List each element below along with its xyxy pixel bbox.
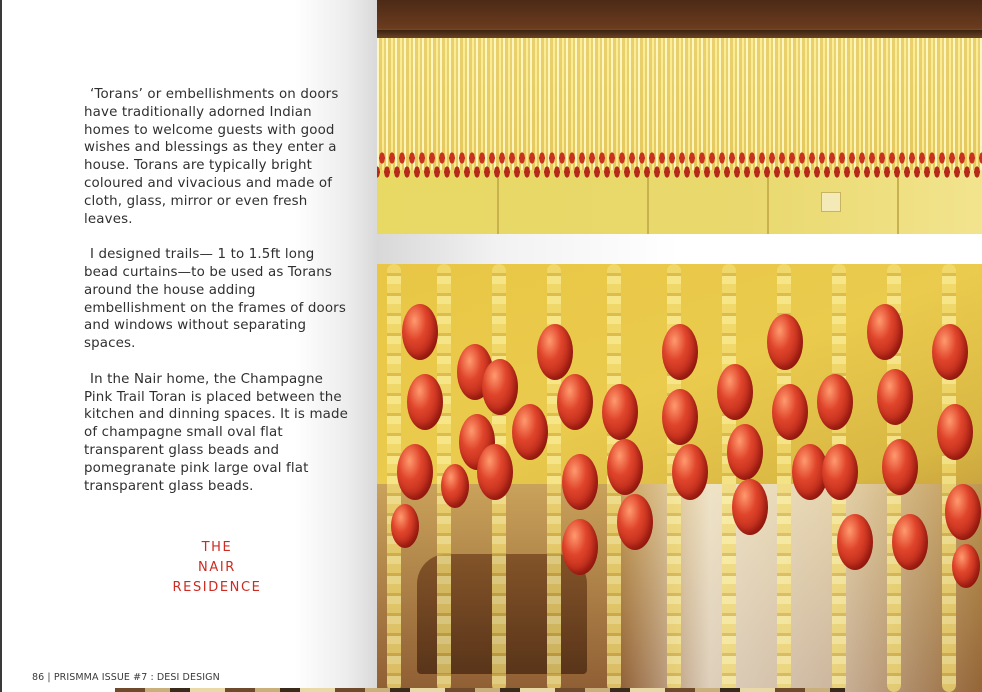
red-bead <box>402 304 438 360</box>
red-bead <box>477 444 513 500</box>
bead-closeup-photo <box>377 264 982 692</box>
thumbnail-strip <box>115 688 845 692</box>
red-bead <box>562 454 598 510</box>
red-bead <box>952 544 980 588</box>
red-bead <box>937 404 973 460</box>
red-bead <box>662 389 698 445</box>
red-bead <box>945 484 981 540</box>
red-bead <box>391 504 419 548</box>
red-bead <box>562 519 598 575</box>
paragraph-torans-intro: ‘Torans’ or embellishments on doors have traditionally adorned Indian homes to welcome guests with good wishes and blessings as they enter a house. Torans are typically bright coloured and vivacious and made of cloth, glass, mirror or even fresh leaves. <box>84 87 339 227</box>
toran-doorway-photo <box>377 0 982 234</box>
red-bead <box>767 314 803 370</box>
bead-strand <box>722 264 736 692</box>
red-bead <box>397 444 433 500</box>
right-page <box>377 0 982 692</box>
red-bead <box>882 439 918 495</box>
curtain-rail <box>377 30 982 38</box>
red-bead <box>602 384 638 440</box>
red-bead <box>672 444 708 500</box>
red-bead <box>892 514 928 570</box>
red-bead <box>772 384 808 440</box>
title-line-1: THE <box>201 540 233 555</box>
red-bead <box>537 324 573 380</box>
paragraph-trails: I designed trails— 1 to 1.5ft long bead curtains—to be used as Torans around the house adding embellishment on the frames of doors and windows without separating spaces. <box>84 247 346 352</box>
red-bead <box>877 369 913 425</box>
red-bead <box>717 364 753 420</box>
red-bead <box>441 464 469 508</box>
red-bead <box>557 374 593 430</box>
page-footer: 86 | PRISMMA ISSUE #7 : DESI DESIGN <box>32 672 220 683</box>
paragraph-nair-home: In the Nair home, the Champagne Pink Trail Toran is placed between the kitchen and dinning spaces. It is made of champagne small oval flat transparent glass beads and pomegranate pink large oval flat transparent glass beads. <box>84 371 349 494</box>
red-bead <box>617 494 653 550</box>
red-bead-fringe <box>377 150 982 190</box>
left-page <box>0 0 377 692</box>
red-bead <box>817 374 853 430</box>
red-bead <box>662 324 698 380</box>
red-bead <box>822 444 858 500</box>
red-bead <box>512 404 548 460</box>
section-title <box>152 538 282 598</box>
red-bead <box>607 439 643 495</box>
red-bead <box>932 324 968 380</box>
title-line-2: NAIR <box>198 560 236 575</box>
wall-switch <box>821 192 841 212</box>
title-line-3: RESIDENCE <box>172 580 262 595</box>
red-bead <box>732 479 768 535</box>
red-bead <box>482 359 518 415</box>
red-bead <box>407 374 443 430</box>
article-body <box>84 86 349 513</box>
red-bead <box>867 304 903 360</box>
red-bead <box>727 424 763 480</box>
red-bead <box>837 514 873 570</box>
photo-gap <box>377 234 982 264</box>
